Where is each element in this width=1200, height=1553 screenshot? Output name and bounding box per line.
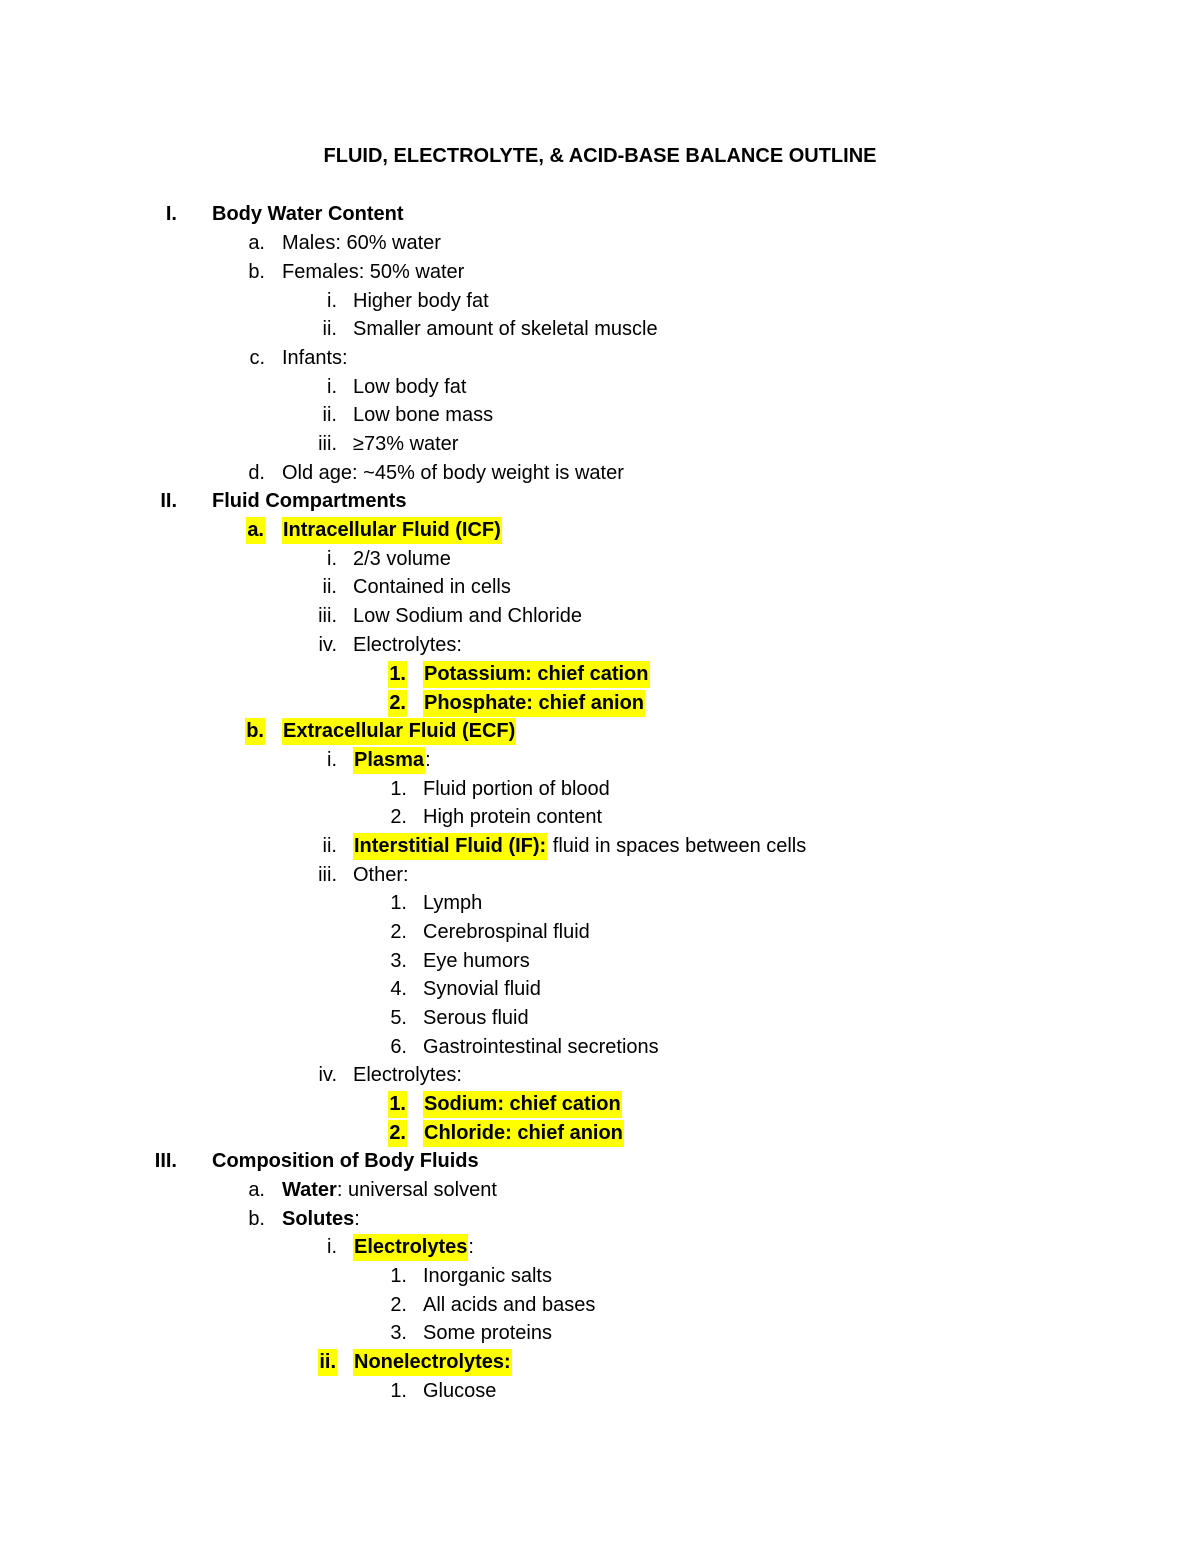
subitem-text: ≥73% water (353, 433, 459, 455)
point-marker (370, 660, 407, 688)
item-marker: c. (249, 347, 265, 369)
term-suffix: : (468, 1236, 474, 1258)
item-text: Males: 60% water (282, 232, 441, 254)
subitem-marker: i. (327, 290, 337, 312)
point-text (423, 660, 650, 688)
point-text: Synovial fluid (423, 978, 541, 1000)
item-term: Water (282, 1179, 337, 1201)
highlight-mark: Potassium: chief cation (423, 661, 650, 688)
subitem-marker: i. (327, 749, 337, 771)
highlight-mark: 2. (388, 690, 407, 717)
point-marker: 3. (390, 1322, 407, 1344)
item-marker (230, 516, 265, 544)
subitem-marker: i. (327, 548, 337, 570)
point-marker: 1. (390, 1265, 407, 1287)
point-marker: 1. (390, 1380, 407, 1402)
point-marker: 2. (390, 806, 407, 828)
term-suffix: : universal solvent (336, 1179, 497, 1201)
subitem-text: Other: (353, 864, 409, 886)
item-text (282, 1176, 497, 1204)
point-marker: 5. (390, 1007, 407, 1029)
highlight-mark: Sodium: chief cation (423, 1091, 622, 1118)
highlight-mark: 1. (388, 1091, 407, 1118)
section-numeral: II. (160, 490, 177, 512)
subitem-marker: i. (327, 376, 337, 398)
point-text: Fluid portion of blood (423, 778, 610, 800)
subitem-text (353, 1233, 474, 1261)
item-term: Solutes (282, 1208, 355, 1230)
point-marker (370, 689, 407, 717)
subitem-text: Contained in cells (353, 576, 511, 598)
section-numeral: I. (165, 203, 177, 225)
item-text: Females: 50% water (282, 261, 465, 283)
point-text: Gastrointestinal secretions (423, 1036, 659, 1058)
highlight-mark: Chloride: chief anion (423, 1120, 624, 1147)
section-title: Composition of Body Fluids (212, 1150, 479, 1172)
item-text: Infants: (282, 347, 348, 369)
subitem-text: Smaller amount of skeletal muscle (353, 318, 658, 340)
item-marker: b. (248, 1208, 265, 1230)
highlight-term: Plasma (353, 747, 425, 774)
point-marker (370, 1090, 407, 1118)
term-suffix: : (354, 1208, 360, 1230)
point-marker: 2. (390, 921, 407, 943)
item-marker: a. (248, 1179, 265, 1201)
subitem-text (353, 746, 431, 774)
point-text (423, 1119, 624, 1147)
subitem-text: Electrolytes: (353, 1064, 462, 1086)
subitem-marker: iv. (318, 1064, 337, 1086)
subitem-marker: ii. (322, 576, 337, 598)
item-marker: d. (248, 462, 265, 484)
section-title: Body Water Content (212, 203, 404, 225)
section-numeral: III. (154, 1150, 177, 1172)
subitem-marker: ii. (322, 835, 337, 857)
highlight-mark: Intracellular Fluid (ICF) (282, 517, 502, 544)
page-title: FLUID, ELECTROLYTE, & ACID-BASE BALANCE OUTLINE (323, 145, 877, 167)
section-title: Fluid Compartments (212, 490, 407, 512)
highlight-mark: Nonelectrolytes: (353, 1349, 512, 1376)
subitem-text: 2/3 volume (353, 548, 451, 570)
subitem-marker: iv. (318, 634, 337, 656)
item-text: Old age: ~45% of body weight is water (282, 462, 624, 484)
point-text: Serous fluid (423, 1007, 529, 1029)
item-marker: b. (248, 261, 265, 283)
term-suffix: fluid in spaces between cells (547, 835, 807, 857)
subitem-text: Low body fat (353, 376, 467, 398)
point-marker: 1. (390, 892, 407, 914)
point-text (423, 689, 645, 717)
highlight-mark: a. (246, 517, 265, 544)
subitem-marker (290, 1348, 337, 1376)
item-text (282, 516, 502, 544)
item-text (282, 1205, 360, 1233)
point-text: Eye humors (423, 950, 530, 972)
point-marker: 3. (390, 950, 407, 972)
subitem-text (353, 832, 806, 860)
subitem-marker: iii. (318, 605, 337, 627)
highlight-term: Interstitial Fluid (IF): (353, 833, 547, 860)
point-text: Some proteins (423, 1322, 552, 1344)
highlight-mark: Phosphate: chief anion (423, 690, 645, 717)
highlight-mark: 1. (388, 661, 407, 688)
highlight-mark: b. (245, 718, 265, 745)
subitem-marker: i. (327, 1236, 337, 1258)
point-text: Cerebrospinal fluid (423, 921, 590, 943)
subitem-text (353, 1348, 512, 1376)
point-marker (370, 1119, 407, 1147)
point-text: Inorganic salts (423, 1265, 552, 1287)
point-marker: 2. (390, 1294, 407, 1316)
subitem-text: Electrolytes: (353, 634, 462, 656)
point-text: Lymph (423, 892, 483, 914)
highlight-mark: ii. (318, 1349, 337, 1376)
subitem-marker: iii. (318, 864, 337, 886)
item-marker: a. (248, 232, 265, 254)
point-text: High protein content (423, 806, 603, 828)
highlight-mark: Extracellular Fluid (ECF) (282, 718, 516, 745)
point-marker: 1. (390, 778, 407, 800)
point-text (423, 1090, 622, 1118)
subitem-text: Higher body fat (353, 290, 489, 312)
point-text: All acids and bases (423, 1294, 596, 1316)
subitem-text: Low bone mass (353, 404, 494, 426)
item-marker (230, 717, 265, 745)
subitem-text: Low Sodium and Chloride (353, 605, 583, 627)
subitem-marker: iii. (318, 433, 337, 455)
subitem-marker: ii. (322, 318, 337, 340)
subitem-marker: ii. (322, 404, 337, 426)
point-marker: 6. (390, 1036, 407, 1058)
highlight-mark: 2. (388, 1120, 407, 1147)
highlight-term: Electrolytes (353, 1234, 468, 1261)
item-text (282, 717, 516, 745)
term-suffix: : (425, 749, 431, 771)
point-marker: 4. (390, 978, 407, 1000)
point-text: Glucose (423, 1380, 497, 1402)
